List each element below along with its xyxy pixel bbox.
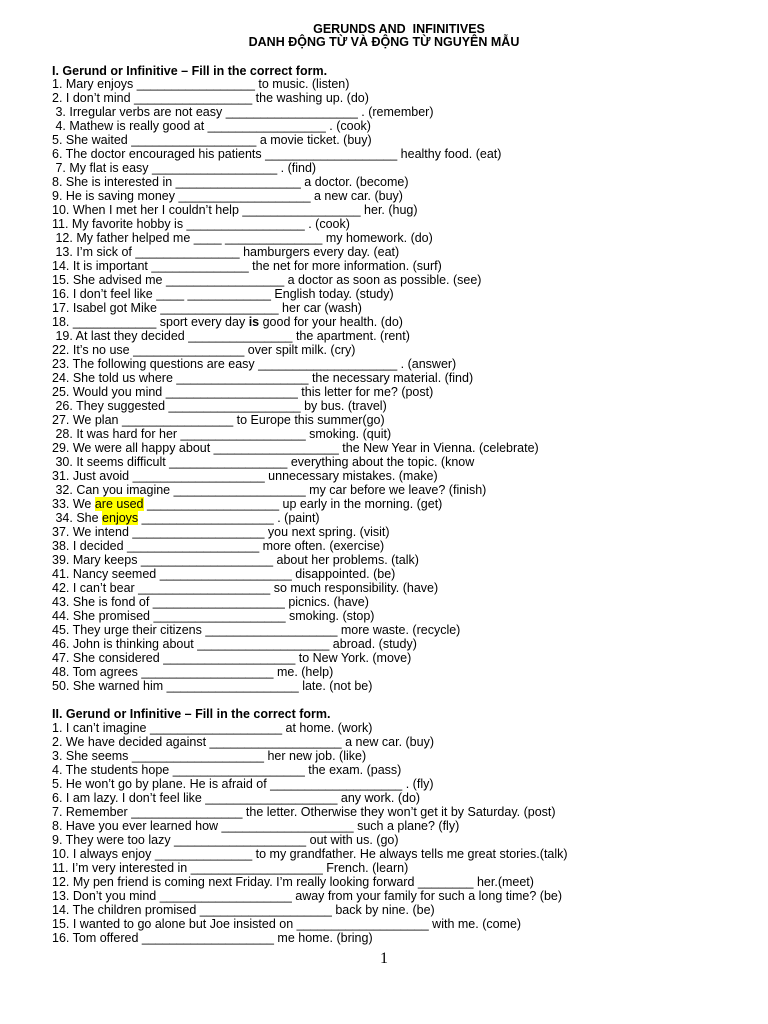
exercise-item: 13. I’m sick of _______________ hamburgers every day. (eat) [52, 245, 400, 259]
exercise-item: 26. They suggested ___________________ by bus. (travel) [52, 399, 387, 413]
exercise-item: 16. I don’t feel like ____ ____________ English today. (study) [52, 287, 394, 301]
exercise-item: 10. When I met her I couldn’t help _________________ her. (hug) [52, 203, 418, 217]
section-2-heading: II. Gerund or Infinitive – Fill in the correct form. [52, 707, 331, 721]
exercise-item: 38. I decided ___________________ more often. (exercise) [52, 539, 385, 553]
exercise-item: 37. We intend ___________________ you next spring. (visit) [52, 525, 390, 539]
exercise-item: 44. She promised ___________________ smoking. (stop) [52, 609, 375, 623]
exercise-item: 4. The students hope ___________________ the exam. (pass) [52, 763, 402, 777]
exercise-item: 41. Nancy seemed ___________________ disappointed. (be) [52, 567, 396, 581]
exercise-item: 10. I always enjoy ______________ to my grandfather. He always tells me great stories.(talk) [52, 847, 568, 861]
exercise-item: 14. The children promised ___________________ back by nine. (be) [52, 903, 435, 917]
exercise-item: 25. Would you mind ___________________ this letter for me? (post) [52, 385, 434, 399]
exercise-item: 12. My pen friend is coming next Friday. I’m really looking forward ________ her.(meet) [52, 875, 534, 889]
exercise-item: 7. Remember ________________ the letter. Otherwise they won’t get it by Saturday. (post) [52, 805, 556, 819]
exercise-item: 5. She waited __________________ a movie ticket. (buy) [52, 133, 372, 147]
exercise-item: 47. She considered ___________________ to New York. (move) [52, 651, 412, 665]
exercise-item: 30. It seems difficult _________________ everything about the topic. (know [52, 455, 475, 469]
exercise-item: 48. Tom agrees ___________________ me. (help) [52, 665, 334, 679]
exercise-item: 5. He won’t go by plane. He is afraid of ___________________ . (fly) [52, 777, 434, 791]
bold-text: is [248, 315, 260, 329]
exercise-item: 3. She seems ___________________ her new job. (like) [52, 749, 367, 763]
exercise-item: 22. It’s no use ________________ over spilt milk. (cry) [52, 343, 356, 357]
exercise-item: 19. At last they decided _______________ the apartment. (rent) [52, 329, 410, 343]
exercise-item: 8. She is interested in __________________ a doctor. (become) [52, 175, 409, 189]
section-1-heading: I. Gerund or Infinitive – Fill in the correct form. [52, 64, 328, 78]
exercise-item: 13. Don’t you mind ___________________ away from your family for such a long time? (be) [52, 889, 563, 903]
exercise-item: 50. She warned him ___________________ late. (not be) [52, 679, 373, 693]
exercise-item: 23. The following questions are easy ____________________ . (answer) [52, 357, 457, 371]
exercise-item: 1. I can’t imagine ___________________ at home. (work) [52, 721, 373, 735]
exercise-item: 46. John is thinking about ___________________ abroad. (study) [52, 637, 417, 651]
highlighted-text: are used [94, 497, 144, 511]
exercise-item: 4. Mathew is really good at _________________ . (cook) [52, 119, 371, 133]
exercise-item: 24. She told us where ___________________ the necessary material. (find) [52, 371, 474, 385]
exercise-item: 6. I am lazy. I don’t feel like ___________________ any work. (do) [52, 791, 421, 805]
exercise-item: 8. Have you ever learned how ___________________ such a plane? (fly) [52, 819, 460, 833]
exercise-item: 1. Mary enjoys _________________ to music. (listen) [52, 77, 350, 91]
exercise-item: 43. She is fond of ___________________ picnics. (have) [52, 595, 369, 609]
exercise-item: 16. Tom offered ___________________ me home. (bring) [52, 931, 373, 945]
exercise-item: 31. Just avoid ___________________ unnecessary mistakes. (make) [52, 469, 438, 483]
section-2-exercise-list [52, 721, 568, 945]
exercise-item: 6. The doctor encouraged his patients ___________________ healthy food. (eat) [52, 147, 502, 161]
exercise-item: 29. We were all happy about __________________ the New Year in Vienna. (celebrate) [52, 441, 539, 455]
title-english: GERUNDS AND INFINITIVES [313, 22, 485, 36]
exercise-item: 3. Irregular verbs are not easy ___________________ . (remember) [52, 105, 434, 119]
exercise-item: 12. My father helped me ____ ______________ my homework. (do) [52, 231, 433, 245]
exercise-item: 2. I don’t mind _________________ the washing up. (do) [52, 91, 369, 105]
exercise-item: 33. We are used ___________________ up early in the morning. (get) [52, 497, 443, 511]
exercise-item: 2. We have decided against ___________________ a new car. (buy) [52, 735, 435, 749]
exercise-item: 15. She advised me _________________ a doctor as soon as possible. (see) [52, 273, 482, 287]
exercise-item: 17. Isabel got Mike _________________ her car (wash) [52, 301, 362, 315]
exercise-item: 45. They urge their citizens ___________________ more waste. (recycle) [52, 623, 461, 637]
page-number: 1 [380, 950, 388, 967]
exercise-item: 7. My flat is easy __________________ . (find) [52, 161, 317, 175]
highlighted-text: enjoys [102, 511, 139, 525]
exercise-item: 39. Mary keeps ___________________ about her problems. (talk) [52, 553, 419, 567]
exercise-item: 14. It is important ______________ the net for more information. (surf) [52, 259, 442, 273]
exercise-item: 34. She enjoys ___________________ . (paint) [52, 511, 320, 525]
exercise-item: 11. I’m very interested in ___________________ French. (learn) [52, 861, 409, 875]
exercise-item: 9. They were too lazy ___________________ out with us. (go) [52, 833, 399, 847]
exercise-item: 9. He is saving money ___________________ a new car. (buy) [52, 189, 403, 203]
exercise-item: 28. It was hard for her __________________ smoking. (quit) [52, 427, 392, 441]
section-1-exercise-list [52, 77, 539, 693]
exercise-item: 15. I wanted to go alone but Joe insisted on ___________________ with me. (come) [52, 917, 522, 931]
exercise-item: 27. We plan ________________ to Europe this summer(go) [52, 413, 385, 427]
exercise-item: 18. ____________ sport every day is good for your health. (do) [52, 315, 403, 329]
title-vietnamese: DANH ĐỘNG TỪ VÀ ĐỘNG TỪ NGUYÊN MẪU [248, 35, 520, 49]
exercise-item: 11. My favorite hobby is _________________ . (cook) [52, 217, 350, 231]
exercise-item: 32. Can you imagine ___________________ my car before we leave? (finish) [52, 483, 487, 497]
exercise-item: 42. I can’t bear ___________________ so much responsibility. (have) [52, 581, 439, 595]
